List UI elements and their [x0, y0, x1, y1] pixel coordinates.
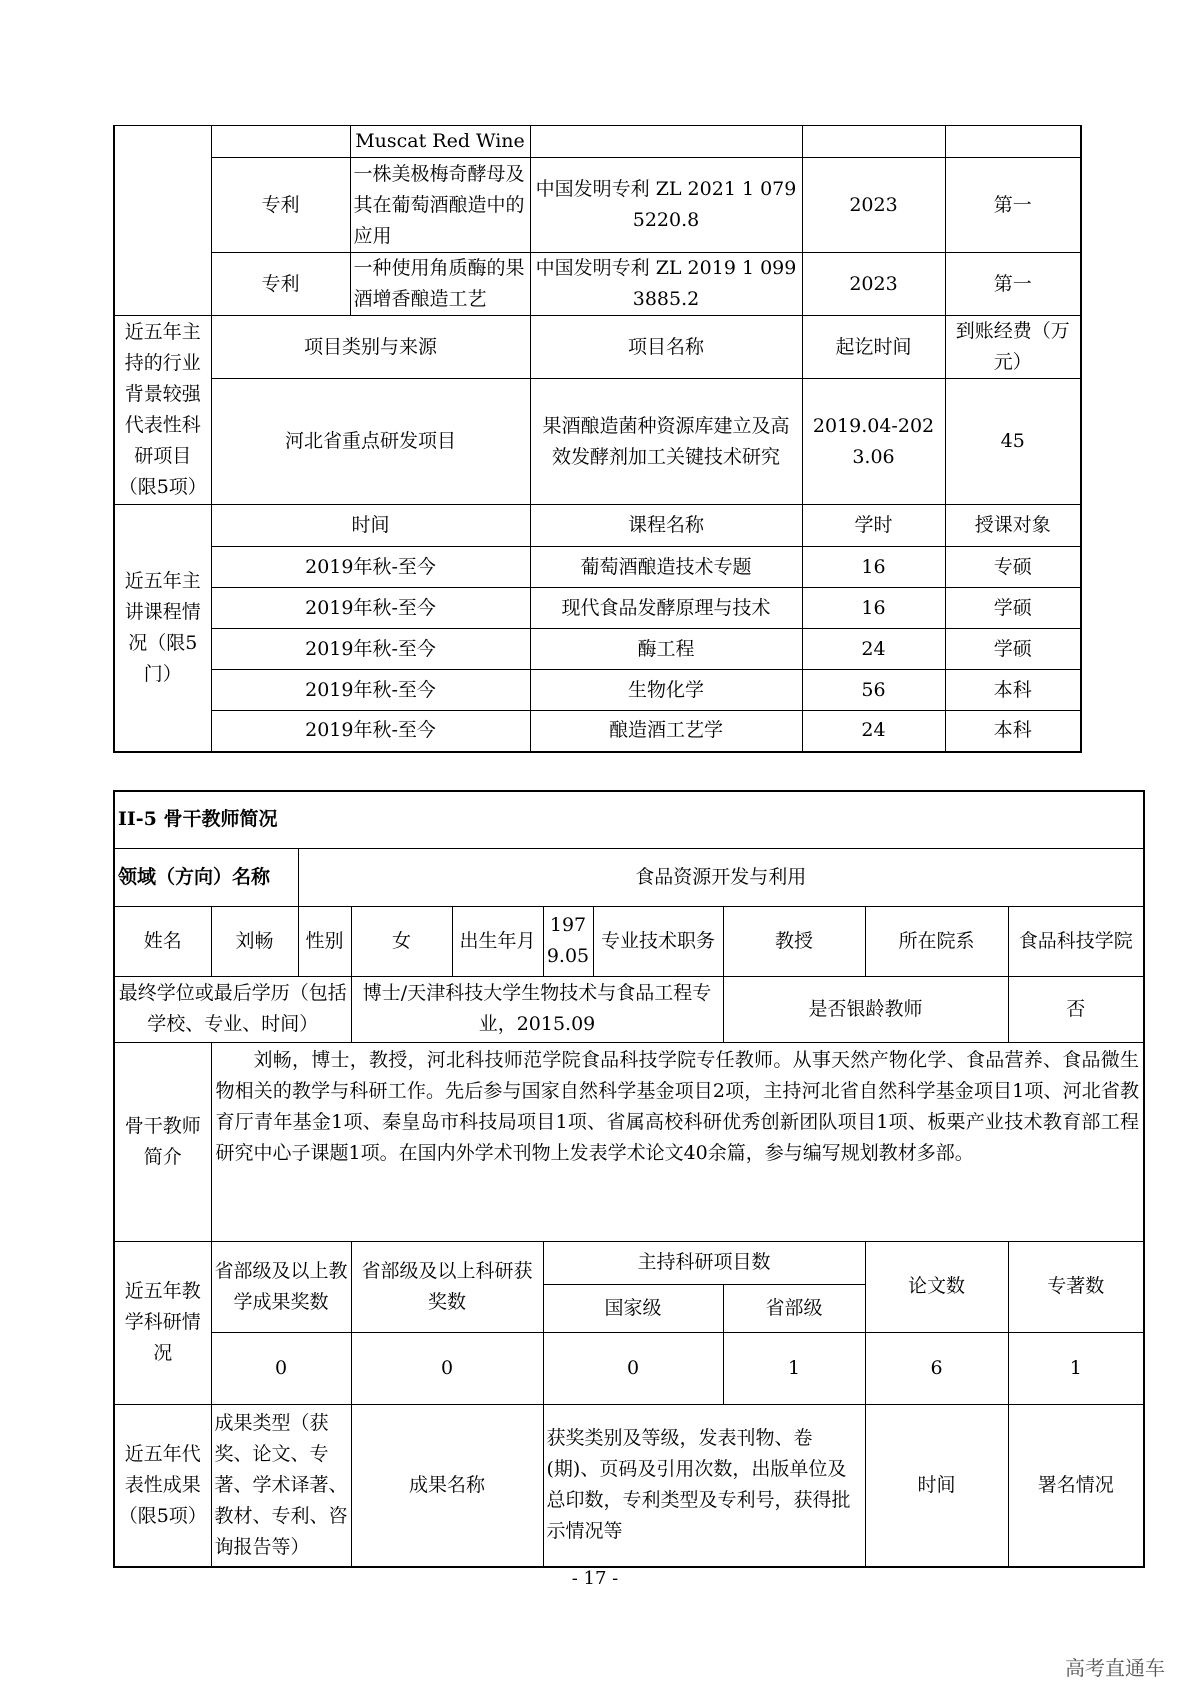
course-hours: 24 [802, 629, 945, 670]
projects-header-source: 项目类别与来源 [211, 316, 530, 379]
course-hours: 16 [802, 547, 945, 588]
achieve-time-header: 时间 [865, 1404, 1008, 1567]
sci-award-value: 0 [351, 1332, 543, 1404]
course-time: 2019年秋-至今 [211, 711, 530, 752]
projects-label: 近五年主持的行业背景较强代表性科研项目（限5项） [114, 316, 211, 505]
achieve-sign-header: 署名情况 [1008, 1404, 1144, 1567]
courses-header-time: 时间 [211, 505, 530, 547]
teacher-name: 刘畅 [211, 906, 298, 976]
patent-rank: 第一 [945, 253, 1081, 316]
sci-award-header: 省部级及以上科研获奖数 [351, 1241, 543, 1332]
achieve-name-header: 成果名称 [351, 1404, 543, 1567]
patent-detail: 中国发明专利 ZL 2021 1 0795220.8 [530, 158, 802, 253]
page-number: - 17 - [571, 1568, 619, 1589]
achieve-type-header: 成果类型（获奖、论文、专著、学术译著、教材、专利、咨询报告等） [211, 1404, 351, 1567]
course-target: 本科 [945, 670, 1081, 711]
course-time: 2019年秋-至今 [211, 629, 530, 670]
research-label: 近五年教学科研情况 [114, 1241, 211, 1404]
birth-value: 1979.05 [543, 906, 593, 976]
name-label: 姓名 [114, 906, 211, 976]
teach-award-value: 0 [211, 1332, 351, 1404]
project-period: 2019.04-2023.06 [802, 379, 945, 505]
papers-value: 6 [865, 1332, 1008, 1404]
books-header: 专著数 [1008, 1241, 1144, 1332]
patent-year: 2023 [802, 253, 945, 316]
birth-label: 出生年月 [452, 906, 543, 976]
books-value: 1 [1008, 1332, 1144, 1404]
project-name: 果酒酿造菌种资源库建立及高效发酵剂加工关键技术研究 [530, 379, 802, 505]
provincial-header: 省部级 [723, 1284, 865, 1332]
course-time: 2019年秋-至今 [211, 588, 530, 629]
title-value: 教授 [723, 906, 865, 976]
patent-year: 2023 [802, 158, 945, 253]
project-source: 河北省重点研发项目 [211, 379, 530, 505]
section-label-empty [114, 126, 211, 316]
national-header: 国家级 [543, 1284, 723, 1332]
projects-header-period: 起讫时间 [802, 316, 945, 379]
course-name: 酶工程 [530, 629, 802, 670]
courses-label: 近五年主讲课程情况（限5门） [114, 505, 211, 752]
section-title: II-5 骨干教师简况 [114, 791, 1144, 848]
course-name: 酿造酒工艺学 [530, 711, 802, 752]
field-value: 食品资源开发与利用 [298, 848, 1144, 906]
course-name: 现代食品发酵原理与技术 [530, 588, 802, 629]
papers-header: 论文数 [865, 1241, 1008, 1332]
teach-award-header: 省部级及以上教学成果奖数 [211, 1241, 351, 1332]
courses-header-hours: 学时 [802, 505, 945, 547]
patent-detail: 中国发明专利 ZL 2019 1 0993885.2 [530, 253, 802, 316]
achievement-name: Muscat Red Wine [350, 126, 530, 158]
course-hours: 24 [802, 711, 945, 752]
title-label: 专业技术职务 [593, 906, 723, 976]
projects-header-name: 项目名称 [530, 316, 802, 379]
course-target: 学硕 [945, 629, 1081, 670]
achieve-label: 近五年代表性成果（限5项） [114, 1404, 211, 1567]
national-value: 0 [543, 1332, 723, 1404]
projects-count-header: 主持科研项目数 [543, 1241, 865, 1284]
bio-text: 刘畅，博士，教授，河北科技师范学院食品科技学院专任教师。从事天然产物化学、食品营养、食品微生物相关的教学与科研工作。先后参与国家自然科学基金项目2项，主持河北省自然科学基金项目1项、河北省教育厅青年基金1项、秦皇岛市科技局项目1项、省属高校科研优秀创新团队项目1项、板栗产业技术教育部工程研究中心子课题1项。在国内外学术刊物上发表学术论文40余篇，参与编写规划教材多部。 [211, 1042, 1144, 1241]
dept-value: 食品科技学院 [1008, 906, 1144, 976]
projects-header-funds: 到账经费（万元） [945, 316, 1081, 379]
course-name: 葡萄酒酿造技术专题 [530, 547, 802, 588]
patent-name: 一株美极梅奇酵母及其在葡萄酒酿造中的应用 [350, 158, 530, 253]
course-target: 本科 [945, 711, 1081, 752]
achieve-detail-header: 获奖类别及等级，发表刊物、卷(期)、页码及引用次数，出版单位及总印数，专利类型及专利号，获得批示情况等 [543, 1404, 865, 1567]
course-hours: 16 [802, 588, 945, 629]
gender-value: 女 [351, 906, 452, 976]
course-target: 学硕 [945, 588, 1081, 629]
courses-header-target: 授课对象 [945, 505, 1081, 547]
degree-label: 最终学位或最后学历（包括学校、专业、时间） [114, 976, 351, 1042]
silver-label: 是否银龄教师 [723, 976, 1008, 1042]
teacher-continuation-table [113, 125, 1082, 753]
course-time: 2019年秋-至今 [211, 670, 530, 711]
patent-name: 一种使用角质酶的果酒增香酿造工艺 [350, 253, 530, 316]
watermark: 高考直通车 [1065, 1656, 1165, 1680]
degree-value: 博士/天津科技大学生物技术与食品工程专业，2015.09 [351, 976, 723, 1042]
provincial-value: 1 [723, 1332, 865, 1404]
dept-label: 所在院系 [865, 906, 1008, 976]
project-funds: 45 [945, 379, 1081, 505]
courses-header-name: 课程名称 [530, 505, 802, 547]
course-hours: 56 [802, 670, 945, 711]
key-teacher-table [113, 790, 1145, 1568]
patent-type: 专利 [211, 158, 350, 253]
field-label: 领域（方向）名称 [114, 848, 298, 906]
course-time: 2019年秋-至今 [211, 547, 530, 588]
course-target: 专硕 [945, 547, 1081, 588]
gender-label: 性别 [298, 906, 351, 976]
bio-label: 骨干教师简介 [114, 1042, 211, 1241]
patent-type: 专利 [211, 253, 350, 316]
course-name: 生物化学 [530, 670, 802, 711]
silver-value: 否 [1008, 976, 1144, 1042]
patent-rank: 第一 [945, 158, 1081, 253]
